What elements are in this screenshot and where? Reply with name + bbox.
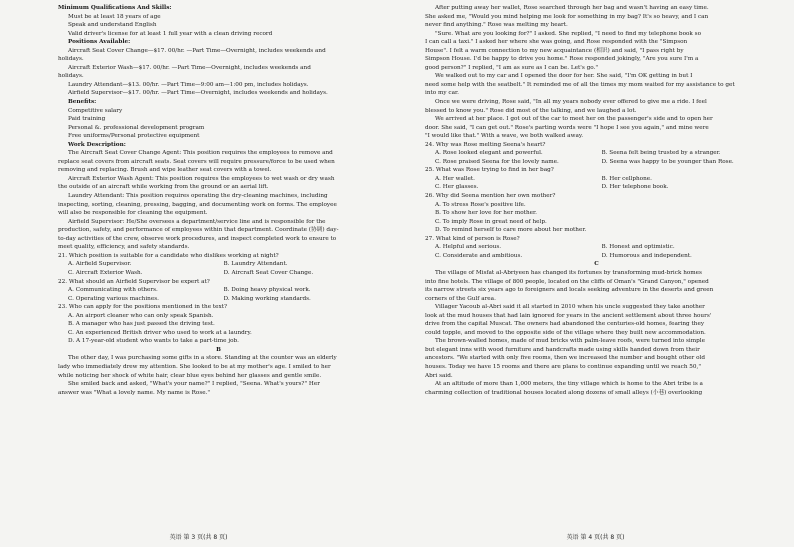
passage-line: the outside of an aircraft while working from the ground or an aerial lift. <box>58 184 269 191</box>
answer-option: A. Airfield Supervisor. <box>68 261 132 268</box>
answer-option: D. To remind herself to care more about her mother. <box>435 227 587 234</box>
passage-line: Competitive salary <box>68 107 123 114</box>
passage-line: The village of Misfat al-Abriyeen has changed its fortunes by transforming mud-brick homes <box>435 269 702 276</box>
answer-option: D. A 17-year-old student who wants to take a part-time job. <box>68 338 239 345</box>
answer-option: C. Aircraft Exterior Wash. <box>68 269 143 276</box>
passage-line: Laundry Attendant—$13. 00/hr. —Part Time—9:00 am—1:00 pm, includes holidays. <box>68 81 309 88</box>
passage-line: Aircraft Exterior Wash—$17. 00/hr. —Part Time—Overnight, includes weekends and <box>68 64 311 71</box>
passage-line: Paid training <box>68 116 106 123</box>
passage-line: Laundry Attendant: This position requires operating the dry-cleaning machines, including <box>68 193 328 200</box>
passage-line: Abri said. <box>425 372 453 379</box>
passage-line: corners of the Gulf area. <box>425 295 496 302</box>
right-column <box>425 4 768 397</box>
question-stem: 27. What kind of person is Rose? <box>425 235 520 242</box>
right-page-footer: 英语 第 4 页(共 8 页) <box>566 534 625 541</box>
answer-option: A. Helpful and serious. <box>435 244 502 251</box>
passage-line: good person?" I replied, "I am as sure as I can be. Let's go." <box>425 64 598 71</box>
option-row <box>425 158 768 167</box>
answer-option: D. Humorous and independent. <box>601 252 692 259</box>
passage-line: Benefits: <box>68 99 97 106</box>
passage-line: "Sure. What are you looking for?" I asked. She replied, "I need to find my telephone book so <box>435 30 702 37</box>
question-stem: 23. Who can apply for the positions mentioned in the text? <box>58 304 228 311</box>
answer-option: C. Considerate and ambitious. <box>435 252 523 259</box>
passage-line: Simpson House. I'd be happy to drive you home." Rose responded jokingly, "Are you sure I'm a <box>425 56 699 63</box>
left-page-footer: 英语 第 3 页(共 8 页) <box>169 534 228 541</box>
answer-option: C. Operating various machines. <box>68 295 159 302</box>
passage-line: Positions Available: <box>68 39 131 46</box>
passage-line: but elegant inns with wood furniture and handcrafts made using skills handed down from their <box>425 346 700 353</box>
option-row <box>425 183 768 192</box>
passage-line: look at the mud houses that had lain ignored for years in the ancient settlement about three hours' <box>425 312 712 319</box>
passage-line: could topple, and moved to the opposite side of the village where they built new accommodation. <box>425 329 706 336</box>
passage-line: Personal &. professional development program <box>68 124 205 131</box>
passage-line: "I would like that." With a wave, we both walked away. <box>425 133 584 140</box>
passage-line: I can call a taxi." I asked her where she was going, and Rose responded with the "Simpson <box>425 39 688 46</box>
option-row <box>425 252 768 261</box>
option-row <box>58 269 379 278</box>
answer-option: A. Her wallet. <box>435 175 475 182</box>
option-row <box>58 260 379 269</box>
answer-option: D. Aircraft Seat Cover Change. <box>223 269 314 276</box>
passage-line: replace seat covers from aircraft seats. Seat covers will require pressure/force to be used when <box>58 158 335 165</box>
passage-line: drive from the capital Muscat. The owners had abandoned the centuries-old homes, fearing they <box>425 321 705 328</box>
answer-option: C. Rose praised Seena for the lovely name. <box>435 158 559 165</box>
answer-option: B. Honest and optimistic. <box>601 244 675 251</box>
answer-option: B. To show her love for her mother. <box>435 210 537 217</box>
section-heading-b: B <box>216 346 221 353</box>
option-row <box>425 175 768 184</box>
passage-line: removing and replacing. Brush and wipe leather seat covers with a towel. <box>58 167 272 174</box>
passage-line: We arrived at her place. I got out of the car to meet her on the passenger's side and to open her <box>435 116 713 123</box>
answer-option: B. Seena felt being trusted by a stranger. <box>601 150 721 157</box>
option-row <box>58 295 379 304</box>
passage-line: Aircraft Exterior Wash Agent: This position requires the employees to wet wash or dry wash <box>68 175 335 182</box>
passage-line: to-day activities of the crew, observe work procedures, and inspect completed work to ensure to <box>58 235 337 242</box>
passage-line: door. She said, "I can get out." Rose's parting words were "I hope I see you again," and mine were <box>425 124 709 131</box>
passage-line: houses. Today we have 15 rooms and there are plans to continue expanding until we reach 50," <box>425 363 701 370</box>
passage-line: Work Description: <box>68 141 126 148</box>
passage-line: Airfield Supervisor: He/She oversees a department/service line and is responsible for the <box>68 218 326 225</box>
passage-line: lady who immediately drew my attention. She looked to be at my mother's age. I smiled to her <box>58 363 331 370</box>
answer-option: A. An airport cleaner who can only speak Spanish. <box>68 312 214 319</box>
passage-line: Valid driver's license for at least 1 full year with a clean driving record <box>68 30 273 37</box>
passage-line: its narrow streets six years ago to foreigners and locals seeking adventure in the deserts and green <box>425 287 714 294</box>
passage-line: need some help with the seatbelt." It reminded me of all the times my mom waited for my assistance to get <box>425 81 735 88</box>
passage-line: We walked out to my car and I opened the door for her. She said, "I'm OK getting in but I <box>435 73 693 80</box>
passage-line: answer was "What a lovely name. My name is Rose." <box>58 389 211 396</box>
section-heading-c: C <box>594 261 599 268</box>
answer-option: B. Laundry Attendant. <box>223 261 288 268</box>
passage-line: Free uniforms/Personal protective equipment <box>68 133 200 140</box>
question-stem: 22. What should an Airfield Supervisor be expert at? <box>58 278 210 285</box>
question-stem: 26. Why did Seena mention her own mother? <box>425 193 556 200</box>
answer-option: B. Her cellphone. <box>601 175 652 182</box>
answer-option: B. Doing heavy physical work. <box>223 287 311 294</box>
passage-line: She asked me, "Would you mind helping me look for something in my bag? It's so heavy, and I can <box>425 13 709 20</box>
answer-option: A. Communicating with others. <box>68 287 158 294</box>
answer-option: C. An experienced British driver who used to work at a laundry. <box>68 329 252 336</box>
right-page <box>397 0 794 547</box>
passage-line: will also be responsible for cleaning the equipment. <box>58 210 208 217</box>
passage-line: Must be at least 18 years of age <box>68 13 161 20</box>
answer-option: D. Making working standards. <box>223 295 311 302</box>
question-stem: 21. Which position is suitable for a candidate who dislikes working at night? <box>58 252 279 259</box>
answer-option: C. Her glasses. <box>435 184 479 191</box>
question-stem: 24. Why was Rose melting Seena's heart? <box>425 141 546 148</box>
passage-line: never find anything." Rose was melting my heart. <box>425 22 568 29</box>
answer-option: C. To imply Rose in great need of help. <box>435 218 547 225</box>
passage-line: production, safety, and performance of employees within that department. Coordinate (协调) day- <box>58 227 339 234</box>
passage-line: meet quality, efficiency, and safety standards. <box>58 244 190 251</box>
passage-line: into fine hotels. The village of 800 people, located on the cliffs of Oman's "Grand Canyon," opened <box>425 278 709 285</box>
passage-line: At an altitude of more than 1,000 meters, the tiny village which is home to the Abri tribe is a <box>435 381 703 388</box>
question-stem: 25. What was Rose trying to find in her bag? <box>425 167 554 174</box>
answer-option: B. A manager who has just passed the driving test. <box>68 321 215 328</box>
passage-line: The Aircraft Seat Cover Change Agent: This position requires the employees to remove and <box>68 150 333 157</box>
option-row <box>425 149 768 158</box>
passage-line: Once we were driving, Rose said, "In all my years nobody ever offered to give me a ride. I feel <box>435 99 707 106</box>
answer-option: D. Her telephone book. <box>601 184 669 191</box>
passage-line: charming collection of traditional houses located along dozens of small alleys (小巷) overlooking <box>425 389 703 396</box>
passage-line: She smiled back and asked, "What's your name?" I replied, "Seena. What's yours?" Her <box>68 381 320 388</box>
passage-line: ancestors. "We started with only five rooms, then we increased the number and bought other old <box>425 355 705 362</box>
passage-line: The other day, I was purchasing some gifts in a store. Standing at the counter was an elderly <box>68 355 337 362</box>
answer-option: D. Seena was happy to be younger than Rose. <box>601 158 734 165</box>
answer-option: A. Rose looked elegant and powerful. <box>435 150 543 157</box>
option-row <box>58 286 379 295</box>
passage-line: holidays. <box>58 73 84 80</box>
passage-line: Villager Yacoub al-Abri said it all started in 2010 when his uncle suggested they take another <box>435 304 705 311</box>
option-row <box>425 243 768 252</box>
passage-line: while noticing her shock of white hair, clear blue eyes behind her glasses and gentle smile. <box>58 372 322 379</box>
passage-line: Minimum Qualifications And Skills: <box>58 5 172 11</box>
answer-option: A. To stress Rose's positive life. <box>435 201 526 208</box>
left-column <box>58 4 379 397</box>
passage-line: House". I felt a warm connection to my new acquaintance (相识) and said, "I pass right by <box>425 47 684 54</box>
passage-line: Aircraft Seat Cover Change—$17. 00/hr. —Part Time—Overnight, includes weekends and <box>68 47 326 54</box>
passage-line: Airfield Supervisor—$17. 00/hr. —Part Time—Overnight, includes weekends and holidays. <box>68 90 328 97</box>
passage-line: into my car. <box>425 90 459 97</box>
passage-line: inspecting, sorting, cleaning, pressing, bagging, and documenting work on forms. The employee <box>58 201 337 208</box>
passage-line: After putting away her wallet, Rose searched through her bag and wasn't having an easy time. <box>435 5 709 11</box>
passage-line: blessed to know you." Rose did most of the talking, and we laughed a lot. <box>425 107 637 114</box>
passage-line: holidays. <box>58 56 84 63</box>
passage-line: The brown-walled homes, made of mud bricks with palm-leave roofs, were turned into simple <box>435 338 705 345</box>
passage-line: Speak and understand English <box>68 22 157 29</box>
